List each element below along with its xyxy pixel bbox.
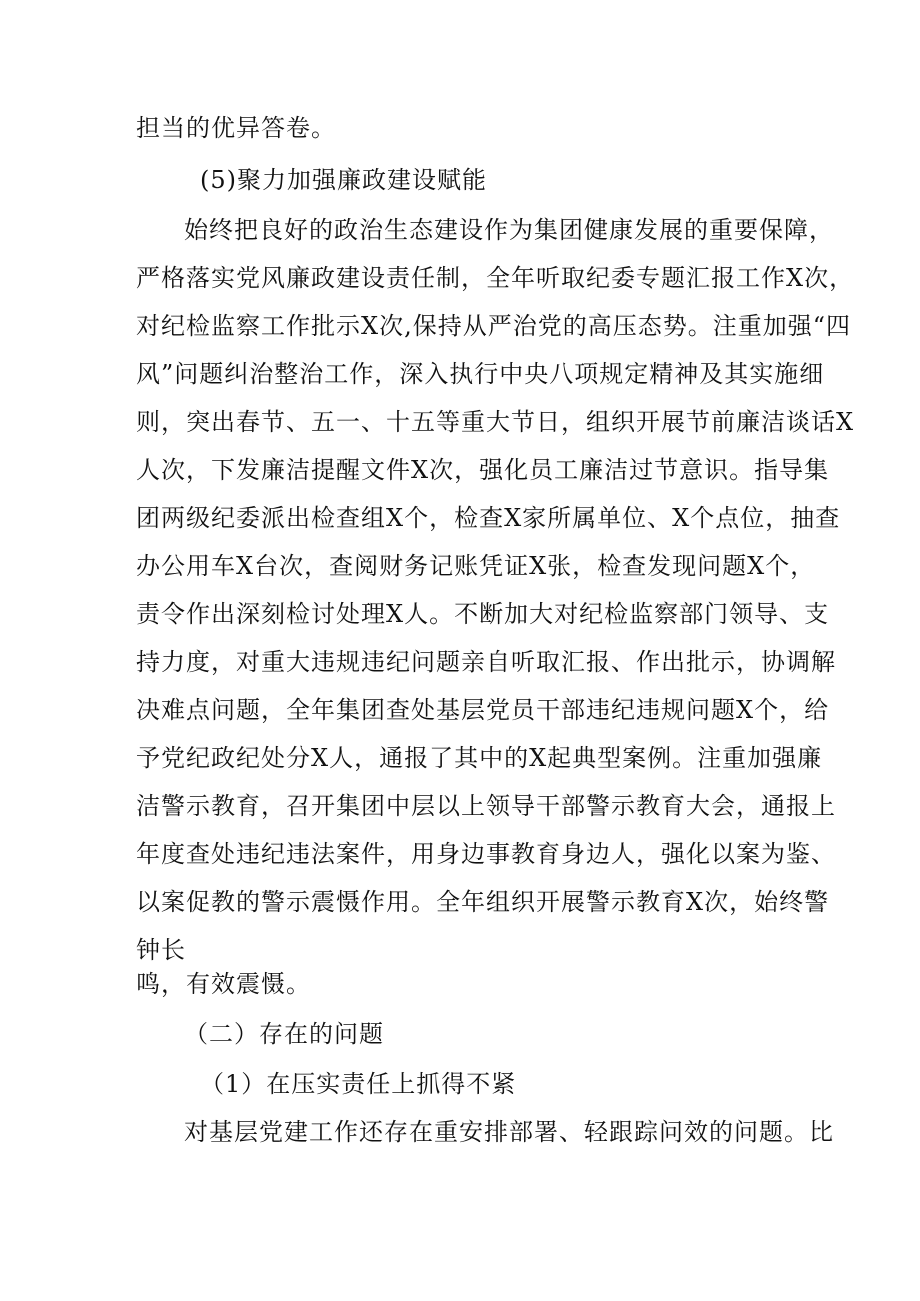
text-line: 鸣，有效震慑。	[136, 970, 311, 998]
text-line: 严格落实党风廉政建设责任制，全年听取纪委专题汇报工作X次，	[136, 264, 855, 292]
text-line: 团两级纪委派出检查组X个，检查X家所属单位、X个点位，抽查	[136, 504, 841, 532]
text-line: 持力度，对重大违规违纪问题亲自听取汇报、作出批示，协调解	[136, 648, 836, 676]
text-line: 年度查处违纪违法案件，用身边事教育身边人，强化以案为鉴、	[136, 840, 836, 868]
text-line: 决难点问题，全年集团查处基层党员干部违纪违规问题X个，给	[136, 696, 830, 724]
text-line: 对纪检监察工作批示X次,保持从严治党的高压态势。注重加强“四	[136, 312, 851, 340]
section-heading: （二）存在的问题	[184, 1020, 384, 1048]
text-line: 钟长	[136, 936, 186, 964]
text-line: 予党纪政纪处分X人，通报了其中的X起典型案例。注重加强廉	[136, 744, 823, 772]
text-line: 洁警示教育，召开集团中层以上领导干部警示教育大会，通报上	[136, 792, 836, 820]
text-line: 以案促教的警示震慑作用。全年组织开展警示教育X次，始终警	[136, 888, 830, 916]
text-line: 风”问题纠治整治工作，深入执行中央八项规定精神及其实施细	[136, 360, 825, 388]
text-line: 则，突出春节、五一、十五等重大节日，组织开展节前廉洁谈话X	[136, 408, 855, 436]
section-heading: (5)聚力加强廉政建设赋能	[200, 166, 487, 194]
text-line: 始终把良好的政治生态建设作为集团健康发展的重要保障，	[184, 216, 834, 244]
text-line: 办公用车X台次，查阅财务记账凭证X张，检查发现问题X个，	[136, 552, 816, 580]
text-line: 责令作出深刻检讨处理X人。不断加大对纪检监察部门领导、支	[136, 600, 830, 628]
text-line: 人次，下发廉洁提醒文件X次，强化员工廉洁过节意识。指导集	[136, 456, 830, 484]
text-line: 对基层党建工作还存在重安排部署、轻跟踪问效的问题。比	[184, 1118, 834, 1146]
text-line: 担当的优异答卷。	[136, 114, 336, 142]
subsection-heading: （1）在压实责任上抓得不紧	[200, 1070, 517, 1098]
